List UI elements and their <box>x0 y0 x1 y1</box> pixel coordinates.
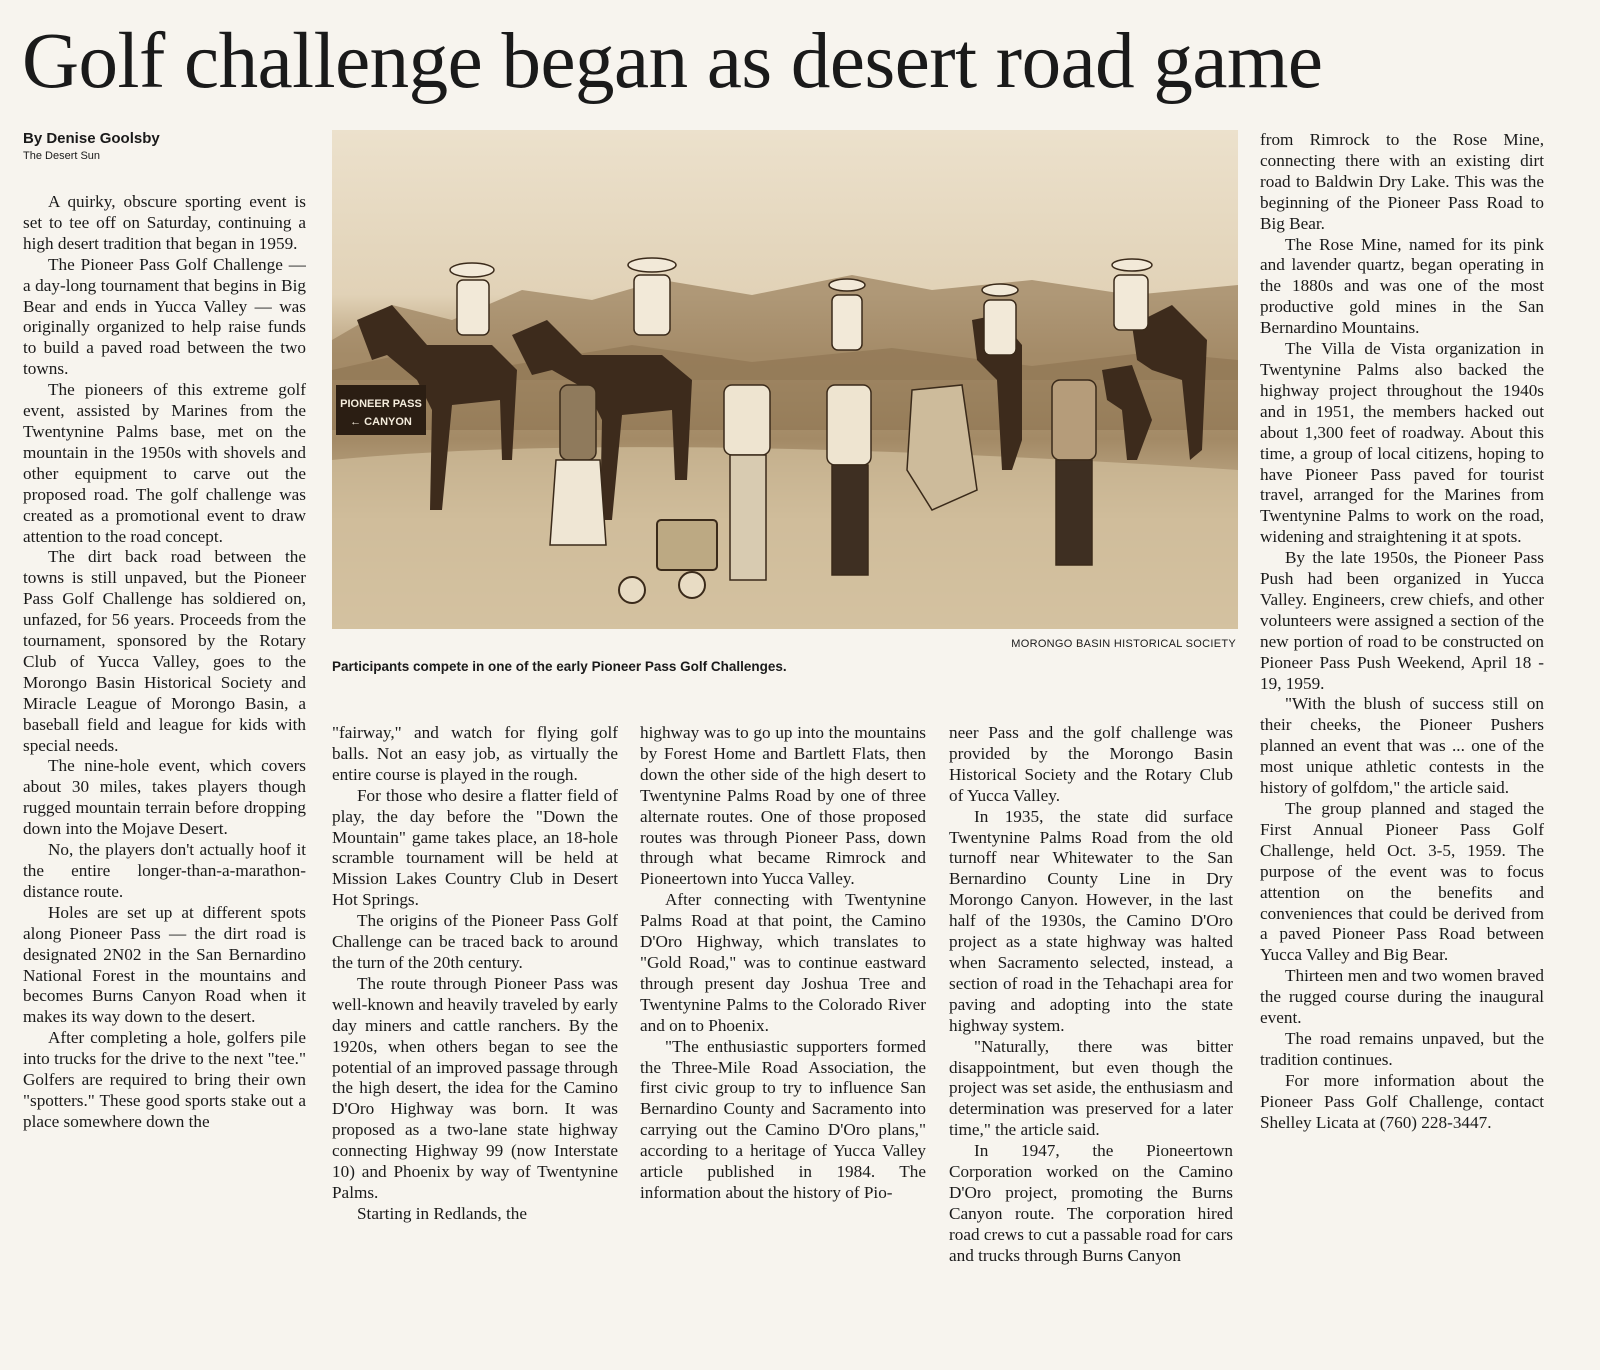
paragraph: The nine-hole event, which covers about 30 miles, takes players though rugged mountain terrain before dropping down into the Mojave Desert. <box>23 756 306 839</box>
paragraph: A quirky, obscure sporting event is set to tee off on Saturday, continuing a high desert tradition that began in 1959. <box>23 192 306 253</box>
article-column-4 <box>949 723 1233 1364</box>
article-column-2 <box>332 723 618 1364</box>
photo-credit: MORONGO BASIN HISTORICAL SOCIETY <box>1011 638 1236 650</box>
paragraph: The origins of the Pioneer Pass Golf Challenge can be traced back to around the turn of the 20th century. <box>332 911 618 972</box>
paragraph: The road remains unpaved, but the tradition continues. <box>1260 1028 1544 1069</box>
sign-text-line2: ← CANYON <box>350 416 412 428</box>
byline-author: By Denise Goolsby <box>23 130 160 147</box>
paragraph: The pioneers of this extreme golf event, assisted by Marines from the Twentynine Palms base, met on the mountain in the 1950s with shovels and other equipment to carve out the proposed road. The golf challenge was created as a promotional event to draw attention to the road concept. <box>23 380 306 546</box>
photo-illustration <box>332 130 1238 629</box>
paragraph: The Villa de Vista organization in Twentynine Palms also backed the highway project throughout the 1940s and in 1951, the members hacked out about 1,300 feet of roadway. About this time, a group of local citizens, hoping to have Pioneer Pass paved for tourist travel, arranged for the Marines from Twentynine Palms to work on the road, widening and straightening it at spots. <box>1260 339 1544 547</box>
paragraph: neer Pass and the golf challenge was provided by the Morongo Basin Historical Society and the Rotary Club of Yucca Valley. <box>949 723 1233 805</box>
paragraph: "Naturally, there was bitter disappointment, but even though the project was set aside, the enthusiasm and determination was preserved for a later time," the article said. <box>949 1036 1233 1140</box>
paragraph: Thirteen men and two women braved the rugged course during the inaugural event. <box>1260 966 1544 1028</box>
paragraph: highway was to go up into the mountains by Forest Home and Bartlett Flats, then down the other side of the high desert to Twentynine Palms Road by one of three alternate routes. One of those proposed routes was through Pioneer Pass, down through what became Rimrock and Pioneertown into Yucca Valley. <box>640 723 926 889</box>
paragraph: In 1947, the Pioneertown Corporation worked on the Camino D'Oro project, promoting the Burns Canyon route. The corporation hired road crews to cut a passable road for cars and trucks through Burns Canyon <box>949 1141 1233 1265</box>
paragraph: The route through Pioneer Pass was well-known and heavily traveled by early day miners and cattle ranchers. By the 1920s, when others began to see the potential of an improved passage through the high desert, the idea for the Camino D'Oro Highway was born. It was proposed as a two-lane state highway connecting Highway 99 (now Interstate 10) and Phoenix by way of Twentynine Palms. <box>332 973 618 1202</box>
paragraph: For those who desire a flatter field of play, the day before the "Down the Mountain" game takes place, an 18-hole scramble tournament will be held at Mission Lakes Country Club in Desert Hot Springs. <box>332 785 618 910</box>
paragraph: "With the blush of success still on their cheeks, the Pioneer Pushers planned an event that was ... one of the most unique athletic contests in the history of golfdom," the article said. <box>1260 694 1544 798</box>
paragraph: Holes are set up at different spots along Pioneer Pass — the dirt road is designated 2N02 in the San Bernardino National Forest in the mountains and becomes Burns Canyon Road when it makes its way down to the desert. <box>23 902 306 1027</box>
byline-publication: The Desert Sun <box>23 150 101 162</box>
article-column-3 <box>640 723 926 1364</box>
historical-photo <box>332 130 1238 629</box>
sign-text-line1: PIONEER PASS <box>340 398 422 410</box>
paragraph: from Rimrock to the Rose Mine, connecting there with an existing dirt road to Baldwin Dry Lake. This was the beginning of the Pioneer Pass Road to Big Bear. <box>1260 130 1544 233</box>
paragraph: By the late 1950s, the Pioneer Pass Push had been organized in Yucca Valley. Engineers, crew chiefs, and other volunteers were assigned a section of the new portion of road to be constructed on Pioneer Pass Push Weekend, April 18 - 19, 1959. <box>1260 548 1544 693</box>
paragraph: No, the players don't actually hoof it the entire longer-than-a-marathon-distance route. <box>23 840 306 901</box>
article-column-5 <box>1260 130 1544 1364</box>
paragraph: After connecting with Twentynine Palms Road at that point, the Camino D'Oro Highway, which translates to "Gold Road," was to continue eastward through present day Joshua Tree and Twentynine Palms to the Colorado River and on to Phoenix. <box>640 890 926 1035</box>
article-column-1 <box>23 192 306 1364</box>
paragraph: "fairway," and watch for flying golf balls. Not an easy job, as virtually the entire course is played in the rough. <box>332 723 618 784</box>
paragraph: The group planned and staged the First Annual Pioneer Pass Golf Challenge, held Oct. 3-5, 1959. The purpose of the event was to focus attention on the benefits and conveniences that could be derived from a paved Pioneer Pass Road between Yucca Valley and Big Bear. <box>1260 799 1544 965</box>
headline: Golf challenge began as desert road game <box>22 18 1323 105</box>
paragraph: After completing a hole, golfers pile into trucks for the drive to the next "tee." Golfers are required to bring their own "spotters." These good sports stake out a place somewhere down the <box>23 1028 306 1131</box>
paragraph: For more information about the Pioneer Pass Golf Challenge, contact Shelley Licata at (760) 228-3447. <box>1260 1070 1544 1132</box>
paragraph: In 1935, the state did surface Twentynine Palms Road from the old turnoff near Whitewater to the San Bernardino County Line in Dry Morongo Canyon. However, in the last half of the 1930s, the Camino D'Oro project as a state highway was halted when Sacramento selected, instead, a section of road in the Tehachapi area for paving and adopting into the state highway system. <box>949 806 1233 1035</box>
photo-caption: Participants compete in one of the early Pioneer Pass Golf Challenges. <box>332 659 787 674</box>
paragraph: Starting in Redlands, the <box>357 1203 527 1223</box>
paragraph: The Pioneer Pass Golf Challenge — a day-long tournament that begins in Big Bear and ends in Yucca Valley — was originally organized to help raise funds to build a paved road between the two towns. <box>23 254 306 379</box>
byline <box>23 130 313 164</box>
paragraph: The Rose Mine, named for its pink and lavender quartz, began operating in the 1880s and was one of the most productive gold mines in the San Bernardino Mountains. <box>1260 234 1544 338</box>
paragraph: "The enthusiastic supporters formed the Three-Mile Road Association, the first civic group to try to influence San Bernardino County and Sacramento into carrying out the Camino D'Oro plans," according to a heritage of Yucca Valley article published in 1984. The information about the history of Pio- <box>640 1036 926 1202</box>
paragraph: The dirt back road between the towns is still unpaved, but the Pioneer Pass Golf Challenge has soldiered on, unfazed, for 56 years. Proceeds from the tournament, sponsored by the Rotary Club of Yucca Valley, goes to the Morongo Basin Historical Society and Miracle League of Morongo Basin, a baseball field and league for kids with special needs. <box>23 547 306 755</box>
